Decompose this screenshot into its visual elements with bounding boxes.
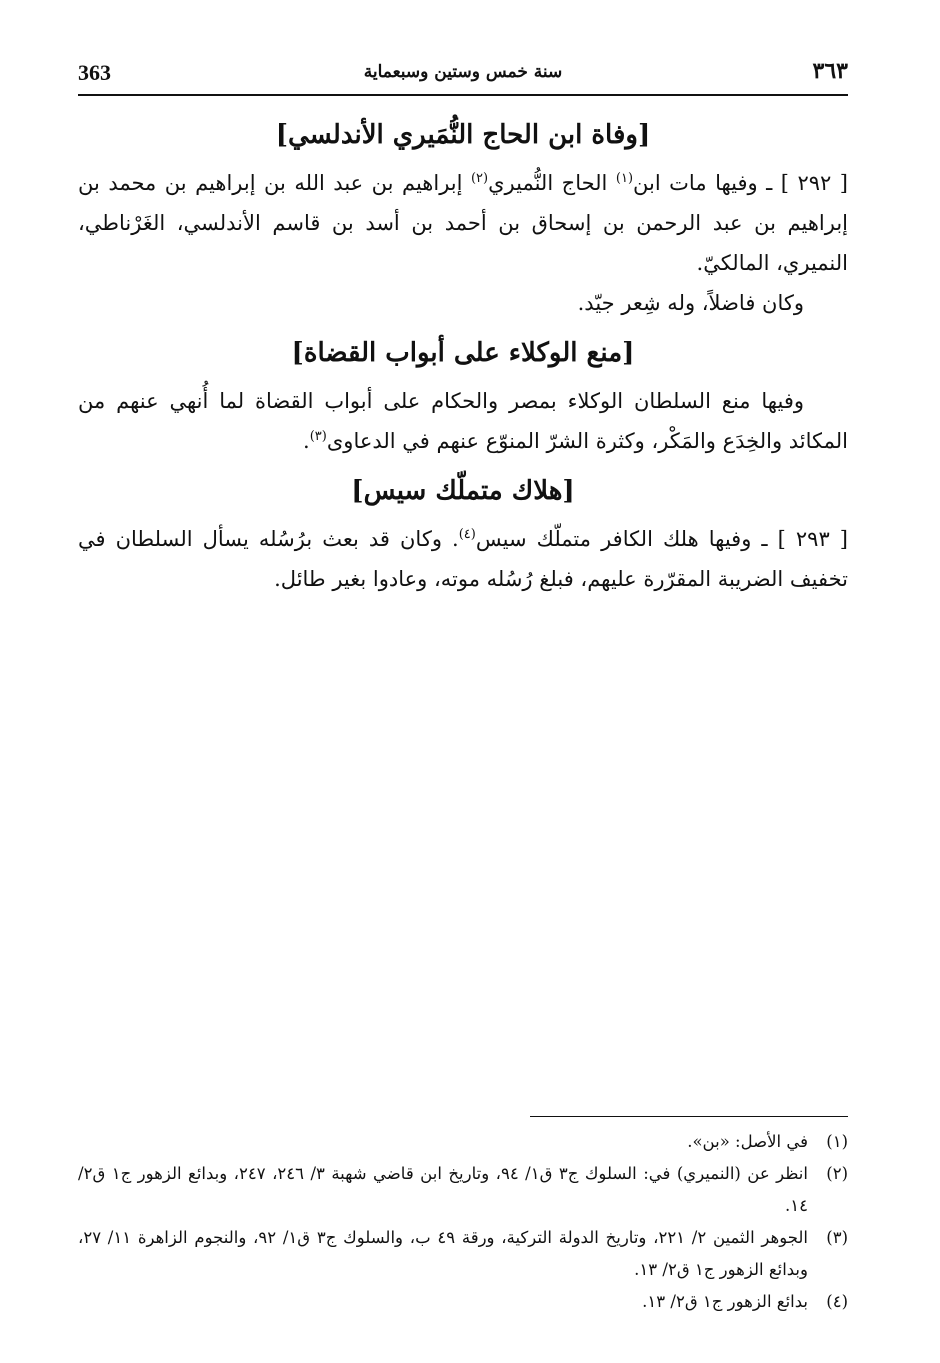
running-header [78, 56, 848, 96]
footnote-text: انظر عن (النميري) في: السلوك ج٣ ق١/ ٩٤، وتاريخ ابن قاضي شهبة ٣/ ٢٤٦، ٢٤٧، وبدائع الزهور ج١ ق٢/ ١٤. [78, 1164, 808, 1215]
paragraph: وكان فاضلاً، وله شِعر جيّد. [577, 291, 804, 315]
entry-number: [ ٢٩٣ ] [777, 527, 849, 551]
entry-number: [ ٢٩٢ ] [780, 171, 848, 195]
page-number-latin: 363 [78, 60, 111, 85]
paragraph-text: . [303, 429, 310, 453]
paragraph-text: وفيها منع السلطان الوكلاء بمصر والحكام على أبواب القضاة لما أُنهي عنهم من المكائد والخِدَع والمَكْر، وكثرة الشرّ المنوّع عنهم في الدعاوى [78, 389, 848, 453]
section-heading-agents-ban: [منع الوكلاء على أبواب القضاة] [291, 338, 635, 368]
footnote [78, 1126, 848, 1158]
footnote-number: (٣) [826, 1228, 848, 1247]
footnote-ref[interactable]: (٢) [470, 171, 489, 186]
footnote [78, 1222, 848, 1286]
main-text [78, 115, 848, 599]
section-heading-death-ibn-alhaj: [وفاة ابن الحاج النُّمَيري الأندلسي] [275, 120, 651, 150]
footnote-number: (٢) [826, 1164, 848, 1183]
footnote-number: (٤) [826, 1292, 848, 1311]
footnote [78, 1286, 848, 1318]
footnote-divider [530, 1116, 848, 1117]
entry-text: ـ وفيها مات ابن [633, 171, 781, 195]
section-heading-sis-ruler: [هلاك متملّك سيس] [351, 476, 575, 506]
paragraph [78, 381, 848, 461]
footnote-text: في الأصل: «بن». [687, 1132, 808, 1151]
entry-text: ـ وفيها هلك الكافر متملّك سيس [475, 527, 778, 551]
entry-text: . وكان قد بعث برُسُله يسأل السلطان في تخفيف الضريبة المقرّرة عليهم، فبلغ رُسُله موته، وعادوا بغير طائل. [78, 527, 848, 591]
footnote-text: الجوهر الثمين ٢/ ٢٢١، وتاريخ الدولة التركية، ورقة ٤٩ ب، والسلوك ج٣ ق١/ ٩٢، والنجوم الزاهرة ١١/ ٢٧، وبدائع الزهور ج١ ق٢/ ١٣. [78, 1228, 808, 1279]
entry-text: إبراهيم بن عبد الله بن إبراهيم بن محمد بن إبراهيم بن عبد الرحمن بن إسحاق بن أحمد بن أسد بن قاسم الأندلسي، الغَرْناطي، النميري، المالكيّ. [78, 171, 848, 275]
footnote-text: بدائع الزهور ج١ ق٢/ ١٣. [642, 1292, 808, 1311]
footnote-ref[interactable]: (١) [615, 171, 634, 186]
footnote-ref[interactable]: (٣) [309, 429, 327, 444]
entry-text: الحاج النُّميري [488, 171, 616, 195]
running-title: سنة خمس وستين وسبعماية [363, 62, 563, 82]
page-number-arabic: ٣٦٣ [812, 58, 848, 84]
entry-293 [78, 519, 848, 599]
footnote-number: (١) [826, 1132, 848, 1151]
footnote [78, 1158, 848, 1222]
entry-292 [78, 163, 848, 283]
footnotes [78, 1126, 848, 1318]
footnote-ref[interactable]: (٤) [458, 527, 476, 542]
